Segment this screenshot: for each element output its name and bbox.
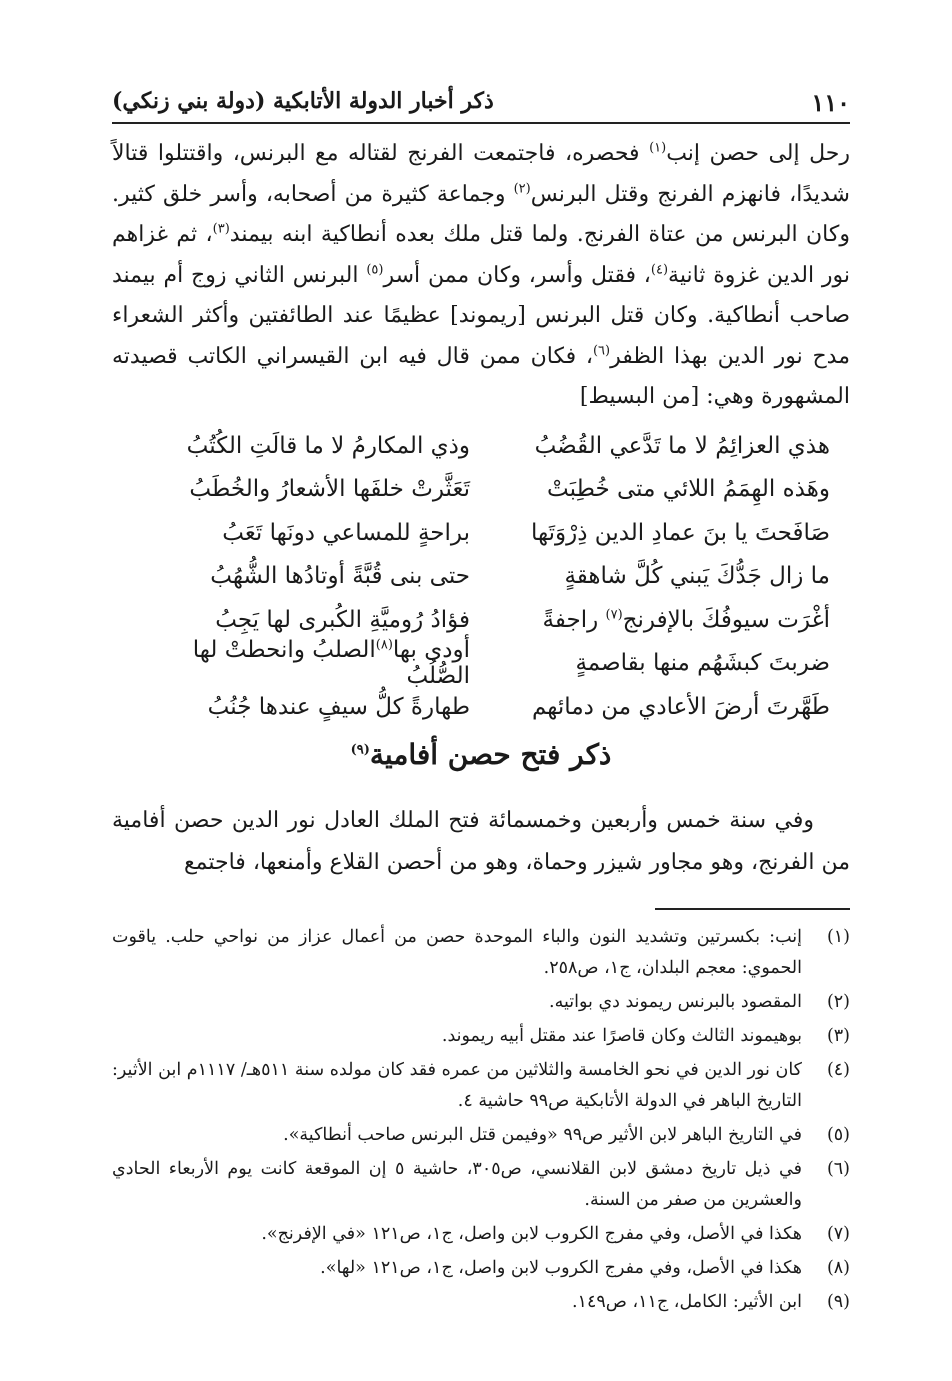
verse-first-hemistich: صَافَحتَ يا بنَ عمادِ الدين ذِرْوَتَها	[531, 519, 830, 546]
text-run: فحصره، فاجتمعت الفرنج لقتاله مع البرنس، واقتتلوا قتالاً شديدًا، فانهزم الفرنج وقتل البرنس	[112, 141, 850, 207]
footnote	[112, 1021, 850, 1052]
text-run: ، فكان ممن قال فيه ابن القيسراني الكاتب قصيدته المشهورة وهي: [من البسيط]	[112, 343, 850, 409]
footnote-ref: (٣)	[212, 221, 230, 237]
footnote	[112, 922, 850, 984]
footnote-number: (٢)	[826, 992, 850, 1012]
text-run: راجفةً	[542, 606, 606, 633]
footnote-divider	[655, 908, 850, 910]
text-run: البرنس الثاني زوج أم بيمند صاحب أنطاكية. وكان قتل البرنس [ريموند] عظيمًا عند الطائفتين وأكثر الشعراء مدح نور الدين بهذا الظفر	[112, 262, 850, 369]
footnote-text: هكذا في الأصل، وفي مفرج الكروب لابن واصل، ج١، ص١٢١ «لها».	[320, 1258, 802, 1278]
footnote	[112, 1154, 850, 1216]
footnote-text: هكذا في الأصل، وفي مفرج الكروب لابن واصل، ج١، ص١٢١ «في الإفرنج».	[261, 1224, 802, 1244]
footnote-text: إنب: بكسرتين وتشديد النون والباء الموحدة حصن من أعمال عزاز من نواحي حلب. ياقوت الحموي: معجم البلدان، ج١، ص٢٥٨.	[112, 927, 802, 978]
footnote-number: (٣)	[826, 1026, 850, 1046]
verse-second-hemistich: براحةٍ للمساعي دونَها تَعَبُ	[222, 519, 470, 546]
text-run: وجماعة كثيرة من أصحابه، وأسر خلق كثير. وكان البرنس من عتاة الفرنج. ولما قتل ملك بعده أنطاكية ابنه بيمند	[112, 181, 850, 247]
footnote	[112, 1120, 850, 1151]
section-paragraph-text: وفي سنة خمس وأربعين وخمسمائة فتح الملك العادل نور الدين حصن أفامية من الفرنج، وهو مجاور شيزر وحماة، وهو من أحصن القلاع وأمنعها، فاجتمع	[112, 808, 850, 875]
text-run: أودى بها	[392, 637, 470, 664]
footnote-text: بوهيموند الثالث وكان قاصرًا عند مقتل أبيه ريموند.	[441, 1026, 802, 1046]
footnote-text: المقصود بالبرنس ريموند دي بواتيه.	[549, 992, 802, 1012]
poem-verse	[140, 555, 830, 599]
footnote-number: (٧)	[826, 1224, 850, 1244]
poem-verse	[140, 685, 830, 729]
verse-first-hemistich: وهَذه الهِمَمُ اللائي متى خُطِبَتْ	[547, 476, 830, 503]
section-heading	[112, 738, 850, 771]
page-header	[112, 82, 850, 124]
text-run: أغْرَت سيوفُكَ بالإفرنج	[622, 606, 830, 633]
section-paragraph	[112, 800, 850, 884]
poem-verse	[140, 468, 830, 512]
verse-first-hemistich: ما زال جَدُّكَ يَبني كُلَّ شاهقةٍ	[564, 563, 830, 590]
footnote-number: (٥)	[826, 1125, 850, 1145]
footnote	[112, 1055, 850, 1117]
verse-second-hemistich: حتى بنى قُبَّةً أوتادُها الشُّهُبُ	[210, 563, 470, 590]
running-title: ذكر أخبار الدولة الأتابكية (دولة بني زنكي)	[112, 88, 494, 114]
footnote	[112, 1253, 850, 1284]
footnote-text: ابن الأثير: الكامل، ج١١، ص١٤٩.	[571, 1292, 802, 1312]
footnote-number: (١)	[826, 927, 850, 947]
footnote-ref: (٤)	[650, 262, 669, 278]
poem-verse	[140, 424, 830, 468]
verse-first-hemistich: هذي العزائِمُ لا ما تَدَّعي القُضُبُ	[534, 432, 830, 459]
poem-verse	[140, 637, 830, 690]
text-run: الصلبُ وانحطتْ لها الصُّلُبُ	[192, 637, 470, 690]
footnote-ref: (٨)	[375, 637, 393, 653]
footnote-text: في التاريخ الباهر لابن الأثير ص٩٩ «وفيمن قتل البرنس صاحب أنطاكية».	[283, 1125, 802, 1145]
text-run: ، فقتل وأسر، وكان ممن أسر	[383, 262, 651, 288]
poem-verse	[140, 511, 830, 555]
main-paragraph	[112, 134, 850, 418]
footnote-ref: (٦)	[592, 343, 611, 359]
text-run: ، ثم غزاهم نور الدين غزوة ثانية	[112, 222, 850, 288]
verse-second-hemistich: فؤادُ رُوميَّةِ الكُبرى لها يَجِبُ	[215, 606, 470, 633]
text-run: رحل إلى حصن إنب	[666, 141, 850, 166]
poem	[140, 424, 830, 729]
footnotes	[112, 922, 850, 1321]
verse-second-hemistich	[140, 637, 470, 689]
verse-second-hemistich: وذي المكارمُ لا ما قالَتِ الكُتُبُ	[186, 432, 470, 459]
verse-second-hemistich: طهارةً كلُّ سيفٍ عندها جُنُبُ	[207, 693, 470, 720]
verse-first-hemistich	[500, 607, 830, 633]
footnote-ref: (٧)	[605, 607, 623, 623]
footnote	[112, 1219, 850, 1250]
verse-second-hemistich: تَعَثَّرتْ خلفَها الأشعارُ والخُطَبُ	[189, 476, 470, 503]
footnote	[112, 987, 850, 1018]
footnote-text: كان نور الدين في نحو الخامسة والثلاثين من عمره فقد كان مولده سنة ٥١١هـ/ ١١١٧م ابن الأثير: التاريخ الباهر في الدولة الأتابكية ص٩٩ حاشية ٤.	[112, 1060, 802, 1111]
footnote	[112, 1287, 850, 1318]
footnote-number: (٤)	[826, 1060, 850, 1080]
footnote-ref: (٥)	[366, 262, 384, 278]
verse-first-hemistich: طَهَّرتَ أرضَ الأعادي من دمائهم	[532, 693, 830, 720]
footnote-ref: (٢)	[513, 181, 531, 197]
footnote-text: في ذيل تاريخ دمشق لابن القلانسي، ص٣٠٥، حاشية ٥ إن الموقعة كانت يوم الأربعاء الحادي والعشرين من صفر من السنة.	[112, 1159, 802, 1210]
section-heading-text: ذكر فتح حصن أفامية	[369, 738, 612, 771]
poem-verse	[140, 598, 830, 642]
footnote-number: (٦)	[826, 1159, 850, 1179]
page-number: ١١٠	[811, 88, 850, 117]
footnote-ref: (١)	[649, 140, 667, 156]
footnote-number: (٩)	[826, 1292, 850, 1312]
footnote-number: (٨)	[826, 1258, 850, 1278]
verse-first-hemistich: ضربتَ كبشَهُم منها بقاصمةٍ	[575, 650, 830, 677]
footnote-ref: (٩)	[350, 742, 370, 758]
